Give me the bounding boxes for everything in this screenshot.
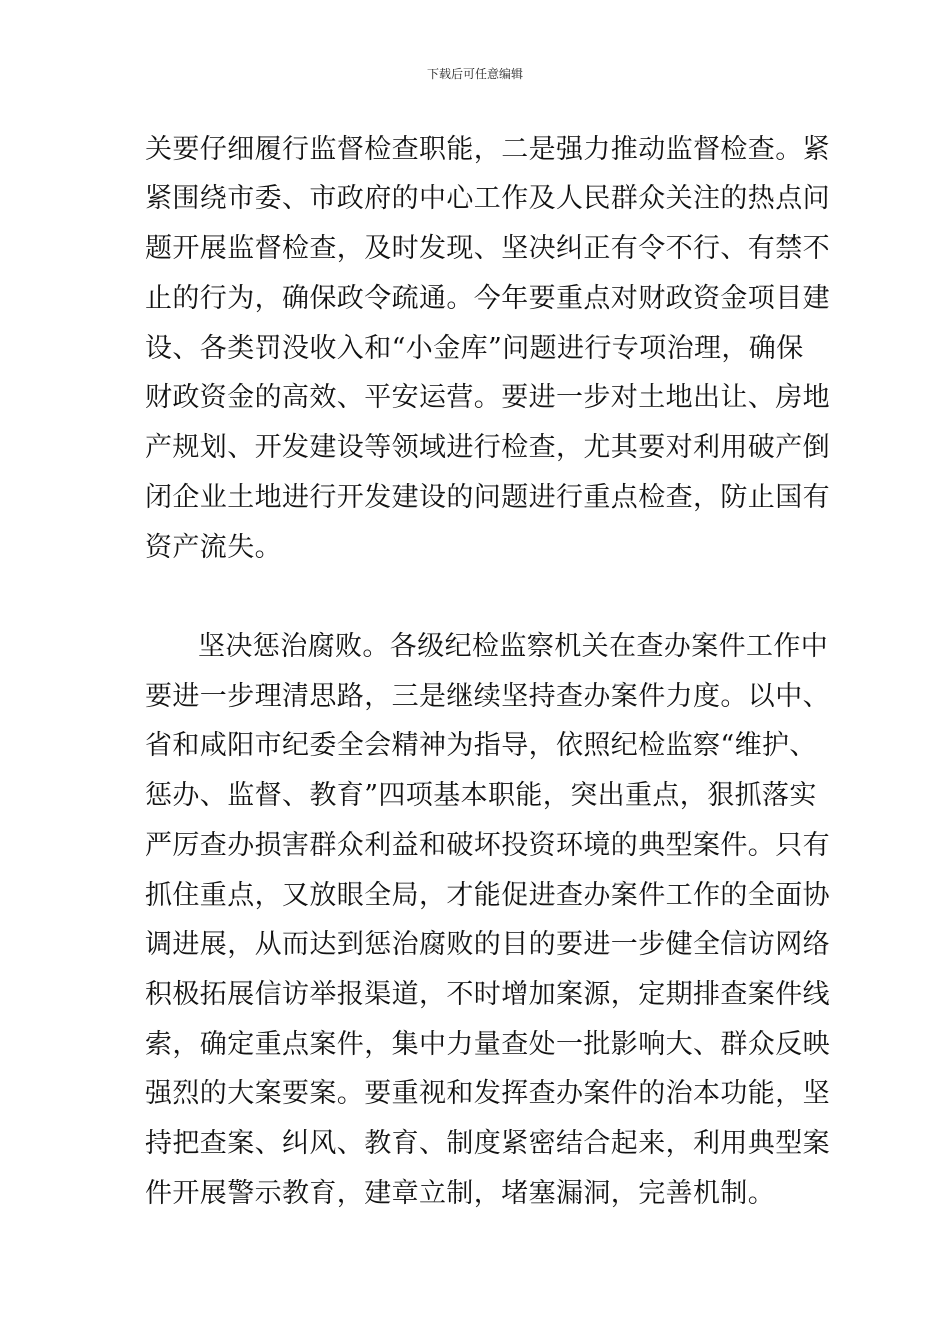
paragraph-line: 关要仔细履行监督检查职能，二是强力推动监督检查。紧 (145, 134, 830, 165)
paragraph-line: 惩办、监督、教育”四项基本职能，突出重点，狠抓落实 (145, 780, 817, 811)
paragraph-line: 题开展监督检查，及时发现、坚决纠正有令不行、有禁不 (145, 233, 830, 264)
paragraph-line: 坚决惩治腐败。各级纪检监察机关在查办案件工作中 (198, 631, 829, 662)
paragraph-line: 严厉查办损害群众利益和破坏投资环境的典型案件。只有 (145, 830, 830, 861)
paragraph-line: 止的行为，确保政令疏通。今年要重点对财政资金项目建 (145, 283, 830, 314)
paragraph-line: 设、各类罚没收入和“小金库”问题进行专项治理，确保 (145, 333, 804, 364)
paragraph-line: 资产流失。 (145, 532, 282, 563)
paragraph-line: 持把查案、纠风、教育、制度紧密结合起来，利用典型案 (145, 1128, 830, 1159)
paragraph-line: 产规划、开发建设等领域进行检查，尤其要对利用破产倒 (145, 432, 830, 463)
paragraph-line: 省和咸阳市纪委全会精神为指导，依照纪检监察“维护、 (145, 730, 817, 761)
paragraph-line: 强烈的大案要案。要重视和发挥查办案件的治本功能，坚 (145, 1078, 830, 1109)
paragraph-line: 闭企业土地进行开发建设的问题进行重点检查，防止国有 (145, 482, 830, 513)
paragraph-line: 紧围绕市委、市政府的中心工作及人民群众关注的热点问 (145, 183, 830, 214)
paragraph-line: 调进展，从而达到惩治腐败的目的要进一步健全信访网络 (145, 929, 830, 960)
paragraph-line: 财政资金的高效、平安运营。要进一步对土地出让、房地 (145, 382, 830, 413)
paragraph-line: 积极拓展信访举报渠道，不时增加案源，定期排查案件线 (145, 979, 830, 1010)
paragraph-line: 件开展警示教育，建章立制，堵塞漏洞，完善机制。 (145, 1178, 776, 1209)
paragraph-line: 索，确定重点案件，集中力量查处一批影响大、群众反映 (145, 1029, 830, 1060)
paragraph-line: 要进一步理清思路，三是继续坚持查办案件力度。以中、 (145, 681, 830, 712)
paragraph-line: 抓住重点，又放眼全局，才能促进查办案件工作的全面协 (145, 880, 830, 911)
page-header: 下载后可任意编辑 (426, 67, 523, 81)
